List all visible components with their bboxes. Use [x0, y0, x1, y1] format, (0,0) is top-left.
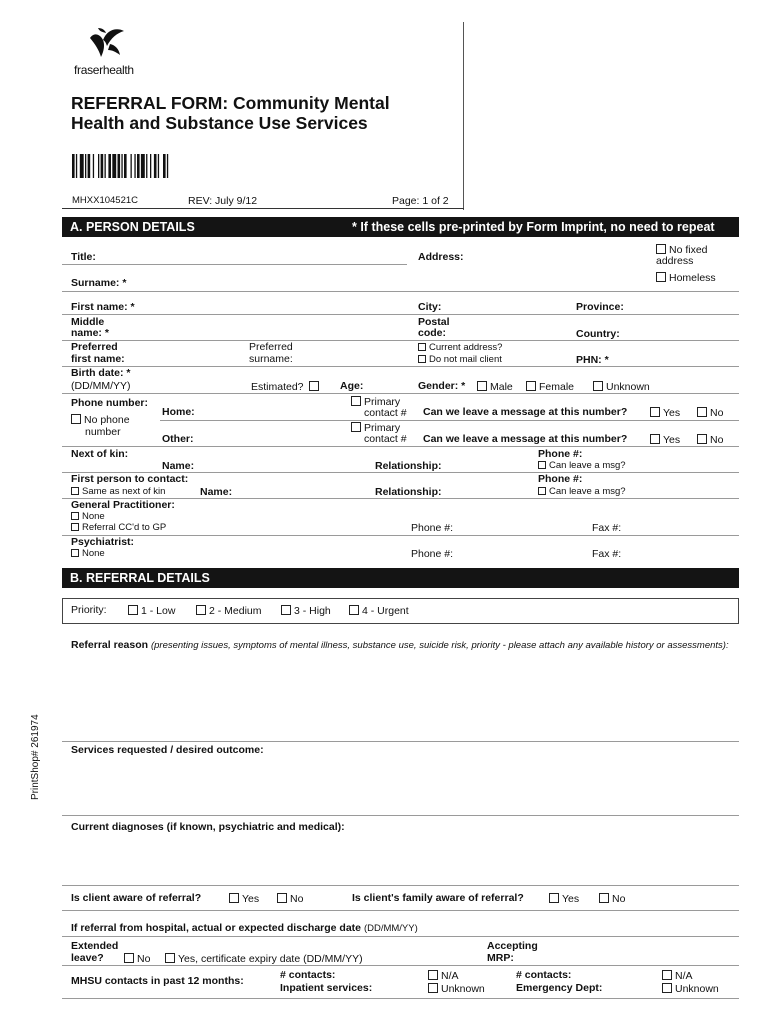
- other-phone-label: Other:: [162, 433, 194, 445]
- accepting-mrp-label-1: Accepting: [487, 940, 538, 952]
- primary-contact-other-label-2: contact #: [364, 433, 407, 445]
- gender-label: Gender: *: [418, 380, 466, 392]
- family-aware-no[interactable]: [599, 893, 625, 905]
- next-of-kin-phone-label: Phone #:: [538, 448, 583, 460]
- estimated-label: Estimated?: [251, 381, 304, 393]
- no-fixed-address-checkbox[interactable]: [656, 244, 736, 267]
- barcode: [72, 154, 196, 178]
- extended-leave-yes[interactable]: [165, 953, 363, 965]
- referral-reason-block[interactable]: [71, 639, 731, 652]
- next-of-kin-name-label: Name:: [162, 460, 195, 472]
- printshop-side-text: PrintShop# 261974: [30, 714, 41, 800]
- first-contact-phone-label: Phone #:: [538, 473, 583, 485]
- general-practitioner-label: General Practitioner:: [71, 499, 175, 511]
- none-label: None: [82, 511, 105, 522]
- estimated-checkbox[interactable]: [251, 381, 322, 393]
- mhsu-contacts-label: MHSU contacts in past 12 months:: [71, 975, 244, 987]
- barcode-bar: [105, 154, 106, 178]
- referral-ccd-gp-checkbox[interactable]: [71, 523, 166, 533]
- leave-message-other-yes[interactable]: [650, 434, 680, 446]
- surname-label: Surname: *: [71, 277, 127, 289]
- barcode-bar: [118, 154, 121, 178]
- yes-label: Yes: [663, 434, 681, 446]
- no-label: No: [710, 407, 724, 419]
- referral-ccd-gp-label: Referral CC'd to GP: [82, 522, 167, 533]
- section-b-title: B. REFERRAL DETAILS: [70, 571, 210, 585]
- barcode-bar: [98, 154, 99, 178]
- preferred-surname-1: Preferred: [249, 341, 293, 353]
- next-of-kin-leave-msg-checkbox[interactable]: [538, 461, 626, 471]
- extended-leave-no[interactable]: [124, 953, 150, 965]
- primary-contact-other-label-1: Primary: [364, 422, 401, 434]
- no-label: No: [612, 893, 626, 905]
- yes-label: Yes: [242, 893, 260, 905]
- fraser-health-logo-icon: [84, 24, 128, 62]
- phone-number-label: Phone number:: [71, 397, 149, 409]
- current-address-label: Current address?: [429, 342, 503, 353]
- middle-name-label-1: Middle: [71, 316, 105, 328]
- unknown-label: Unknown: [675, 983, 719, 995]
- barcode-bar: [134, 154, 135, 178]
- barcode-bar: [150, 154, 151, 178]
- contacts-inpatient-2: Inpatient services:: [280, 982, 373, 994]
- barcode-bar: [112, 154, 116, 178]
- priority-label: Priority:: [71, 604, 107, 616]
- barcode-bar: [121, 154, 122, 178]
- discharge-label: If referral from hospital, actual or expected discharge date: [71, 922, 362, 934]
- contacts-inpatient-1: # contacts:: [280, 969, 336, 981]
- section-a-title: A. PERSON DETAILS: [70, 220, 195, 234]
- priority-urgent-checkbox[interactable]: [349, 605, 409, 617]
- priority-medium-checkbox[interactable]: [196, 605, 262, 617]
- yes-label: Yes: [663, 407, 681, 419]
- gender-male-label: Male: [490, 381, 513, 393]
- client-aware-yes[interactable]: [229, 893, 259, 905]
- address-label: Address:: [418, 251, 464, 263]
- birth-date-label: Birth date: *: [71, 367, 131, 379]
- psychiatrist-none-checkbox[interactable]: [71, 549, 105, 559]
- barcode-bar: [154, 154, 157, 178]
- priority-medium-label: 2 - Medium: [209, 605, 262, 617]
- first-contact-leave-msg-checkbox[interactable]: [538, 487, 626, 497]
- extended-leave-label-2: leave?: [71, 952, 104, 964]
- primary-contact-home-label-2: contact #: [364, 407, 407, 419]
- discharge-date-row[interactable]: [71, 923, 418, 934]
- unknown-label: Unknown: [441, 983, 485, 995]
- barcode-bar: [167, 154, 168, 178]
- postal-code-label-2: code:: [418, 327, 447, 339]
- current-address-checkbox[interactable]: [418, 343, 502, 353]
- first-contact-relationship-label: Relationship:: [375, 486, 442, 498]
- discharge-format: (DD/MM/YY): [363, 923, 418, 934]
- priority-low-label: 1 - Low: [141, 605, 176, 617]
- inpatient-na-checkbox[interactable]: [428, 970, 459, 982]
- gender-female-checkbox[interactable]: [526, 381, 574, 393]
- na-label: N/A: [675, 970, 693, 982]
- revision: REV: July 9/12: [188, 195, 258, 207]
- gender-male-checkbox[interactable]: [477, 381, 513, 393]
- province-label: Province:: [576, 301, 624, 313]
- header-rule: [62, 208, 464, 209]
- next-of-kin-label: Next of kin:: [71, 448, 129, 460]
- preferred-first-name-1: Preferred: [71, 341, 118, 353]
- same-as-next-of-kin-checkbox[interactable]: [71, 487, 165, 497]
- contacts-emergency-1: # contacts:: [516, 969, 572, 981]
- inpatient-unknown-checkbox[interactable]: [428, 983, 485, 995]
- extended-yes-label: Yes, certificate expiry date (DD/MM/YY): [178, 953, 363, 965]
- barcode-bar: [158, 154, 159, 178]
- leave-message-other-no[interactable]: [697, 434, 723, 446]
- page-number: Page: 1 of 2: [392, 195, 449, 207]
- country-label: Country:: [576, 328, 620, 340]
- preferred-first-name-2: first name:: [71, 353, 125, 365]
- services-requested-label[interactable]: Services requested / desired outcome:: [71, 744, 264, 756]
- primary-contact-home-label-1: Primary: [364, 396, 401, 408]
- psychiatrist-fax-label: Fax #:: [592, 548, 622, 560]
- gp-phone-label: Phone #:: [411, 522, 454, 534]
- barcode-bar: [124, 154, 127, 178]
- referral-reason-hint: (presenting issues, symptoms of mental illness, substance use, suicide risk, priority - please attach any available history or assessments):: [150, 640, 729, 651]
- home-phone-label: Home:: [162, 406, 195, 418]
- gp-fax-label: Fax #:: [592, 522, 622, 534]
- client-aware-label: Is client aware of referral?: [71, 892, 202, 904]
- contacts-emergency-2: Emergency Dept:: [516, 982, 603, 994]
- do-not-mail-checkbox[interactable]: [418, 355, 502, 365]
- header-divider: [463, 22, 464, 210]
- preferred-surname-2: surname:: [249, 353, 293, 365]
- do-not-mail-label: Do not mail client: [429, 354, 502, 365]
- section-a-header: [62, 217, 739, 237]
- barcode-bar: [146, 154, 147, 178]
- current-diagnoses-label[interactable]: Current diagnoses (if known, psychiatric and medical):: [71, 821, 345, 833]
- no-phone-checkbox[interactable]: [71, 414, 130, 426]
- no-fixed-address-label: No fixed address: [656, 244, 708, 267]
- no-label: No: [290, 893, 304, 905]
- postal-code-label-1: Postal: [418, 316, 450, 328]
- page-title-line2: Health and Substance Use Services: [71, 113, 368, 133]
- barcode-bar: [137, 154, 140, 178]
- gender-unknown-label: Unknown: [606, 381, 650, 393]
- barcode-bar: [93, 154, 94, 178]
- gender-unknown-checkbox[interactable]: [593, 381, 650, 393]
- next-of-kin-relationship-label: Relationship:: [375, 460, 442, 472]
- barcode-bar: [88, 154, 91, 178]
- same-as-next-of-kin-label: Same as next of kin: [82, 486, 166, 497]
- first-person-contact-label: First person to contact:: [71, 473, 189, 485]
- gender-female-label: Female: [539, 381, 575, 393]
- referral-reason-label: Referral reason: [71, 639, 149, 651]
- client-aware-no[interactable]: [277, 893, 303, 905]
- priority-high-checkbox[interactable]: [281, 605, 331, 617]
- no-phone-label-1: No phone: [84, 414, 130, 426]
- extended-no-label: No: [137, 953, 151, 965]
- family-aware-yes[interactable]: [549, 893, 579, 905]
- can-leave-msg-label: Can leave a msg?: [549, 460, 626, 471]
- psychiatrist-label: Psychiatrist:: [71, 536, 135, 548]
- gp-none-checkbox[interactable]: [71, 512, 105, 522]
- leave-message-home: Can we leave a message at this number?: [423, 406, 628, 418]
- priority-high-label: 3 - High: [294, 605, 331, 617]
- page-title-line1: REFERRAL FORM: Community Mental: [71, 93, 390, 113]
- section-a-note: * If these cells pre-printed by Form Imprint, no need to repeat: [352, 220, 715, 234]
- title-label: Title:: [71, 251, 96, 263]
- age-label: Age:: [340, 380, 364, 392]
- form-code: MHXX104521C: [72, 195, 139, 206]
- leave-message-other: Can we leave a message at this number?: [423, 433, 628, 445]
- can-leave-msg-label: Can leave a msg?: [549, 486, 626, 497]
- first-contact-name-label: Name:: [200, 486, 233, 498]
- accepting-mrp-label-2: MRP:: [487, 952, 514, 964]
- homeless-label: Homeless: [669, 272, 716, 284]
- extended-leave-label-1: Extended: [71, 940, 119, 952]
- first-name-label: First name: *: [71, 301, 135, 313]
- na-label: N/A: [441, 970, 459, 982]
- priority-low-checkbox[interactable]: [128, 605, 175, 617]
- barcode-bar: [141, 154, 145, 178]
- section-b-header: [62, 568, 739, 588]
- barcode-bar: [101, 154, 104, 178]
- leave-message-home-yes[interactable]: [650, 407, 680, 419]
- barcode-bar: [72, 154, 75, 178]
- phn-label: PHN: *: [576, 354, 609, 366]
- psychiatrist-phone-label: Phone #:: [411, 548, 454, 560]
- barcode-bar: [163, 154, 166, 178]
- family-aware-label: Is client's family aware of referral?: [352, 892, 524, 904]
- priority-urgent-label: 4 - Urgent: [362, 605, 409, 617]
- barcode-bar: [85, 154, 86, 178]
- no-label: No: [710, 434, 724, 446]
- barcode-bar: [131, 154, 132, 178]
- city-label: City:: [418, 301, 442, 313]
- yes-label: Yes: [562, 893, 580, 905]
- barcode-bar: [108, 154, 111, 178]
- barcode-bar: [80, 154, 84, 178]
- emergency-unknown-checkbox[interactable]: [662, 983, 719, 995]
- none-label: None: [82, 548, 105, 559]
- birth-date-format: (DD/MM/YY): [71, 380, 131, 392]
- barcode-bar: [76, 154, 77, 178]
- emergency-na-checkbox[interactable]: [662, 970, 693, 982]
- leave-message-home-no[interactable]: [697, 407, 723, 419]
- middle-name-label-2: name: *: [71, 327, 109, 339]
- homeless-checkbox[interactable]: [656, 272, 716, 284]
- no-phone-label-2: number: [85, 426, 121, 438]
- logo-text: fraserhealth: [74, 63, 134, 77]
